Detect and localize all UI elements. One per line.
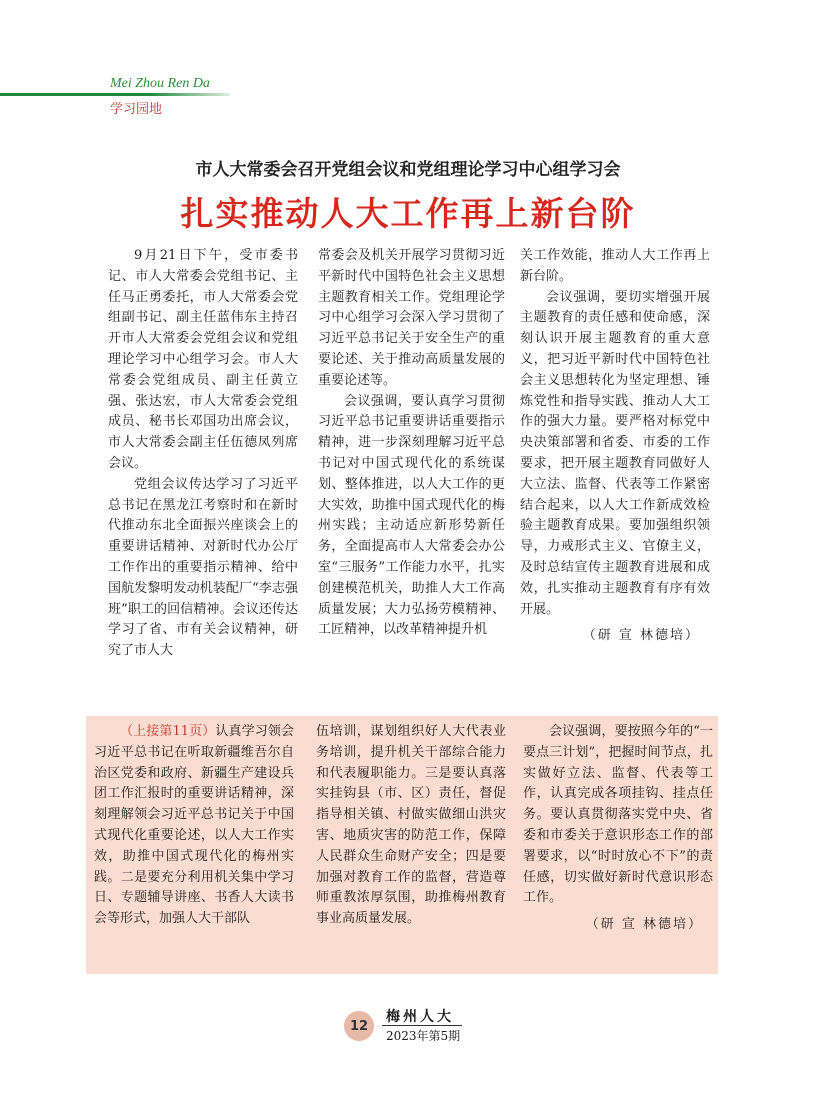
footer-issue: 2023年第5期: [386, 1029, 461, 1043]
article-paragraph: 党组会议传达学习了习近平总书记在黑龙江考察时和在新时代推动东北全面振兴座谈会上的重要讲话精神、对新时代办公厅工作作出的重要指示精神、给中国航发黎明发动机装配厂“李志强班”职工的回信精神。会议还传达学习了省、市有关会议精神，研究了市人大: [108, 476, 298, 659]
article-subtitle: 市人大常委会召开党组会议和党组理论学习中心组学习会: [195, 160, 621, 180]
article-paragraph: 会议强调，要认真学习贯彻习近平总书记重要讲话重要指示精神，进一步深刻理解习近平总书记对中国式现代化的系统谋划、整体推进，以人大工作的更大实效，助推中国式现代化的梅州实践；主动适应新形势新任务，全面提高市人大常委会办公室“三服务”工作能力水平，扎实创建模范机关，助推人大工作高质量发展；大力弘扬劳模精神、工匠精神，以改革精神提升机: [318, 393, 505, 638]
article-byline: （研 宣 林德培）: [582, 628, 700, 644]
article-paragraph: 会议强调，要切实增强开展主题教育的责任感和使命感，深刻认识开展主题教育的重大意义，把习近平新时代中国特色社会主义思想转化为坚定理想、锤炼党性和指导实践、推动人大工作的强大力量。要严格对标党中央决策部署和省委、市委的工作要求，把开展主题教育同做好人大立法、监督、代表等工作紧密结合起来，以人大工作新成效检验主题教育成果。要加强组织领导，力戒形式主义、官僚主义，及时总结宣传主题教育进展和成效，扎实推动主题教育有序有效开展。: [520, 289, 710, 617]
continued-byline: （研 宣 林德培）: [585, 917, 703, 933]
magazine-name-english: Mei Zhou Ren Da: [110, 76, 210, 91]
header-rule: [0, 93, 230, 96]
continued-column-1: [94, 722, 294, 930]
article-column-1: [108, 246, 298, 662]
article-column-3: [520, 246, 710, 647]
continued-column-2: [316, 722, 506, 930]
continued-text: 认真学习领会习近平总书记在听取新疆维吾尔自治区党委和政府、新疆生产建设兵团工作汇报时的重要讲话精神，深刻理解领会习近平总书记关于中国式现代化重要论述，以人大工作实效，助推中国式现代化的梅州实践。二是要充分利用机关集中学习日、专题辅导讲座、书香人大读书会等形式，加强人大干部队: [94, 724, 294, 927]
article-headline: 扎实推动人大工作再上新台阶: [180, 194, 636, 233]
continued-paragraph: [94, 722, 294, 930]
article-paragraph: 关工作效能，推动人大工作再上新台阶。: [520, 248, 710, 284]
continued-paragraph: 伍培训，谋划组织好人大代表业务培训，提升机关干部综合能力和代表履职能力。三是要认真落实挂钩县（市、区）责任，督促指导相关镇、村做实做细山洪灾害、地质灾害的防范工作，保障人民群众生命财产安全；四是要加强对教育工作的监督，营造尊师重教浓厚氛围，助推梅州教育事业高质量发展。: [316, 724, 506, 927]
continued-column-3: [523, 722, 713, 936]
article-column-2: [318, 246, 505, 641]
page-number-badge: 12: [344, 1011, 374, 1041]
footer-rule: [382, 1025, 462, 1026]
article-paragraph: 常委会及机关开展学习贯彻习近平新时代中国特色社会主义思想主题教育相关工作。党组理论学习中心组学习会深入学习贯彻了习近平总书记关于安全生产的重要论述、关于推动高质量发展的重要论述等。: [318, 248, 505, 388]
continued-from-reference: （上接第11页）: [120, 724, 216, 739]
section-label: 学习园地: [110, 102, 163, 117]
article-paragraph: 9月21日下午，受市委书记、市人大常委会党组书记、主任马正勇委托，市人大常委会党组副书记、副主任蓝伟东主持召开市人大常委会党组会议和党组理论学习中心组学习会。市人大常委会党组成员、副主任黄立强、张达宏，市人大常委会党组成员、秘书长邓国功出席会议，市人大常委会副主任伍德凤列席会议。: [108, 248, 298, 471]
footer-magazine-name: 梅州人大: [386, 1009, 454, 1025]
continued-paragraph: 会议强调，要按照今年的“一要点三计划”，把握时间节点，扎实做好立法、监督、代表等工作，认真完成各项挂钩、挂点任务。要认真贯彻落实党中央、省委和市委关于意识形态工作的部署要求，以“时时放心不下”的责任感，切实做好新时代意识形态工作。: [523, 724, 713, 906]
